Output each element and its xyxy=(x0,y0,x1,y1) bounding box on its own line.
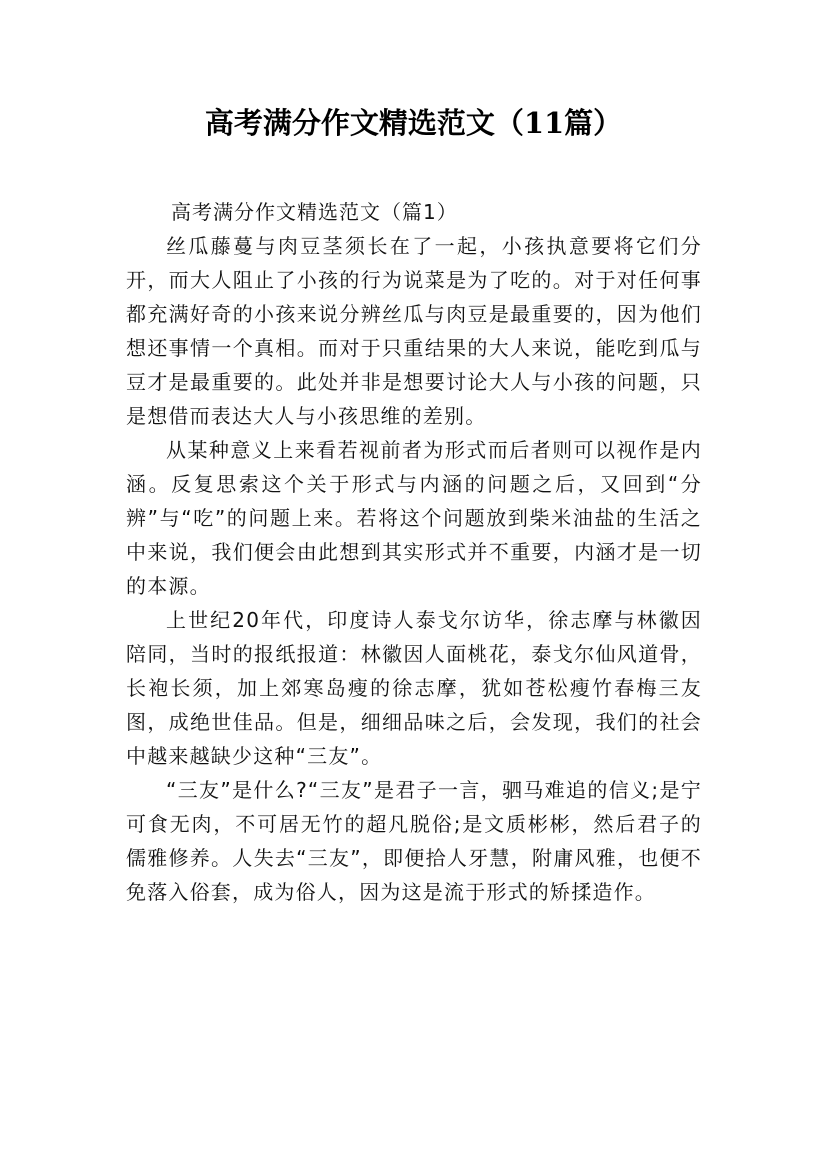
paragraph-3: 上世纪20年代，印度诗人泰戈尔访华，徐志摩与林徽因陪同，当时的报纸报道：林徽因人面桃花，泰戈尔仙风道骨，长袍长须，加上郊寒岛瘦的徐志摩，犹如苍松瘦竹春梅三友图，成绝世佳品。但是，细细品味之后，会发现，我们的社会中越来越缺少这种“三友”。 xyxy=(126,608,702,768)
paragraph-2: 从某种意义上来看若视前者为形式而后者则可以视作是内涵。反复思索这个关于形式与内涵的问题之后，又回到“分辨”与“吃”的问题上来。若将这个问题放到柴米油盐的生活之中来说，我们便会由此想到其实形式并不重要，内涵才是一切的本源。 xyxy=(126,438,702,598)
essay-subtitle: 高考满分作文精选范文（篇1） xyxy=(171,200,458,224)
paragraph-1: 丝瓜藤蔓与肉豆茎须长在了一起，小孩执意要将它们分开，而大人阻止了小孩的行为说菜是为了吃的。对于对任何事都充满好奇的小孩来说分辨丝瓜与肉豆是最重要的，因为他们想还事情一个真相。而对于只重结果的大人来说，能吃到瓜与豆才是最重要的。此处并非是想要讨论大人与小孩的问题，只是想借而表达大人与小孩思维的差别。 xyxy=(126,234,702,428)
paragraph-4: “三友”是什么?“三友”是君子一言，驷马难追的信义;是宁可食无肉，不可居无竹的超凡脱俗;是文质彬彬，然后君子的儒雅修养。人失去“三友”，即便拾人牙慧，附庸风雅，也便不免落入俗套，成为俗人，因为这是流于形式的矫揉造作。 xyxy=(126,778,702,904)
document-body xyxy=(126,195,702,909)
document-title: 高考满分作文精选范文（11篇） xyxy=(204,106,623,140)
